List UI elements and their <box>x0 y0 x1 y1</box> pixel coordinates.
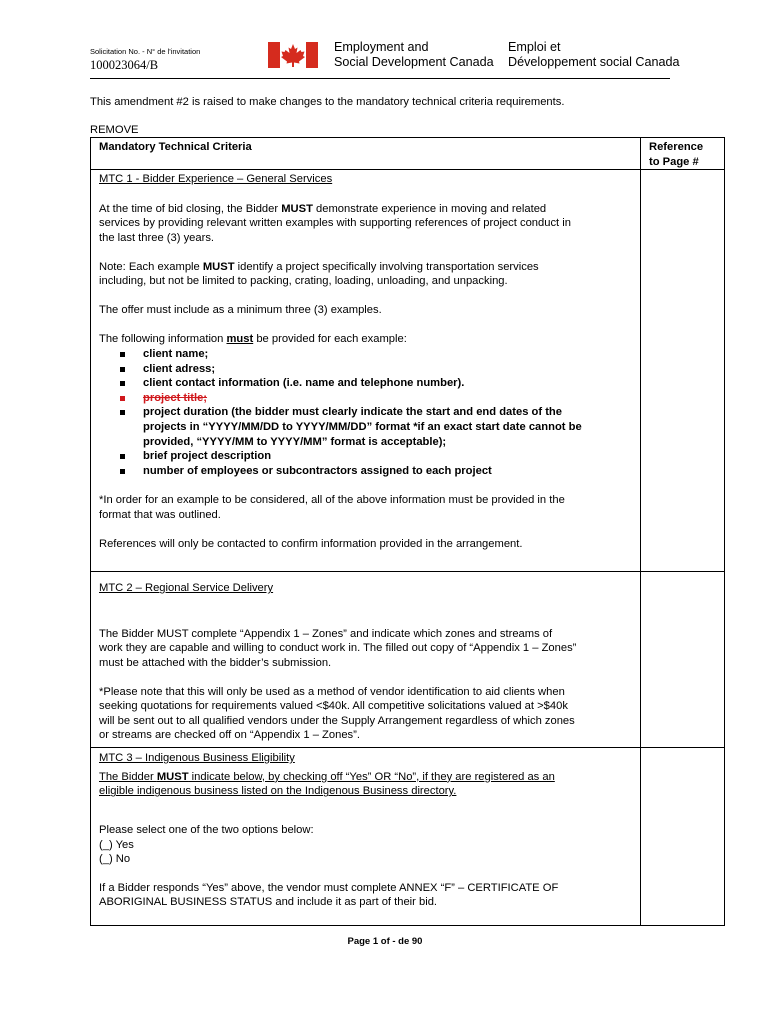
mtc1-cell <box>91 170 641 572</box>
header-divider <box>90 78 670 79</box>
bullet-icon <box>120 454 125 459</box>
mtc2-p2-line4: or streams are checked off on “Appendix 1 – Zones”. <box>99 729 360 742</box>
mtc1-p1-must: MUST <box>281 202 313 215</box>
mtc2-p2-line2: seeking quotations for requirements valued <$40k. All competitive solicitations valued at >$40k <box>99 700 568 713</box>
mtc1-p2-must: MUST <box>202 260 235 273</box>
canada-flag-icon <box>268 42 318 68</box>
mtc1-p5-line2: format that was outlined. <box>99 508 221 521</box>
table-row-mtc3 <box>91 748 725 926</box>
criteria-table <box>90 137 725 926</box>
bullet-icon <box>120 396 125 401</box>
mtc1-p2-post: identify a project specifically involving transportation services <box>234 260 539 273</box>
org-fr-line2: Développement social Canada <box>508 55 680 70</box>
reference-column-header <box>641 138 724 169</box>
mtc1-reference-cell[interactable] <box>641 170 725 572</box>
mtc2-paragraph-2 <box>99 685 632 743</box>
bullet-text: client name; <box>143 347 209 360</box>
mtc1-p1-line3: the last three (3) years. <box>99 231 215 244</box>
mtc1-paragraph-1 <box>99 202 632 246</box>
mtc1-p5-line1: *In order for an example to be considered, all of the above information must be provided in the <box>99 494 565 507</box>
org-en-line2: Social Development Canada <box>334 55 494 70</box>
mtc1-p4-must: must <box>226 333 254 346</box>
bullet-text-line2: projects in “YYYY/MM/DD to YYYY/MM/DD” format *if an exact start date cannot be <box>143 420 582 433</box>
remove-label: REMOVE <box>90 124 139 136</box>
mtc3-p3-line1: If a Bidder responds “Yes” above, the vendor must complete ANNEX “F” – CERTIFICATE OF <box>99 881 559 894</box>
org-name-english <box>334 40 494 71</box>
mtc3-p1-line2: eligible indigenous business listed on the Indigenous Business directory. <box>99 785 457 798</box>
mtc2-p1-line2: work they are capable and willing to conduct work in. The filled out copy of “Appendix 1 – Zones” <box>99 642 577 655</box>
bullet-text: client contact information (i.e. name and telephone number). <box>143 377 465 390</box>
mtc1-p4-pre: The following information <box>99 333 227 346</box>
list-item <box>99 464 632 479</box>
reference-header-line2: to Page # <box>649 155 699 168</box>
bullet-text: brief project description <box>143 450 272 463</box>
bullet-text: client adress; <box>143 362 216 375</box>
mtc3-paragraph-3 <box>99 881 632 910</box>
option-yes[interactable]: (_) Yes <box>99 838 134 851</box>
reference-header-cell <box>641 138 725 170</box>
mtc3-cell <box>91 748 641 926</box>
bullet-text-line3: provided, “YYYY/MM to YYYY/MM” format is acceptable); <box>143 435 447 448</box>
flag-left-band <box>268 42 280 68</box>
table-row-mtc1 <box>91 170 725 572</box>
bullet-icon <box>120 381 125 386</box>
org-fr-line1: Emploi et <box>508 40 561 54</box>
table-row-mtc2 <box>91 572 725 748</box>
bullet-icon <box>120 367 125 372</box>
bullet-icon <box>120 352 125 357</box>
mtc1-bullet-list <box>99 347 632 478</box>
mtc2-p2-line3: will be sent out to all qualified vendors under the Supply Arrangement regardless of which zones <box>99 714 575 727</box>
mtc2-p1-line1: The Bidder MUST complete “Appendix 1 – Zones” and indicate which zones and streams of <box>99 627 553 640</box>
mtc1-p2-pre: Note: Each example <box>99 260 203 273</box>
list-item <box>99 376 632 391</box>
list-item <box>99 362 632 377</box>
mtc3-p1-must: MUST <box>156 770 189 783</box>
solicitation-number: 100023064/B <box>90 58 159 72</box>
bullet-text: project duration (the bidder must clearly indicate the start and end dates of the <box>143 406 562 419</box>
mtc3-reference-cell[interactable] <box>641 748 725 926</box>
mtc3-p1-post: indicate below, by checking off “Yes” OR “No”, if they are registered as an <box>188 770 555 783</box>
mtc1-title: MTC 1 - Bidder Experience – General Services <box>99 173 333 186</box>
bullet-icon <box>120 469 125 474</box>
solicitation-label: Solicitation No. - N° de l'invitation <box>90 47 201 56</box>
option-no[interactable]: (_) No <box>99 853 131 866</box>
mtc2-reference-cell[interactable] <box>641 572 725 748</box>
mtc1-paragraph-3: The offer must include as a minimum three (3) examples. <box>99 303 382 316</box>
list-item <box>99 449 632 464</box>
mtc1-paragraph-4 <box>99 332 632 347</box>
mtc3-paragraph-1 <box>99 770 632 799</box>
mtc1-p2-line2: including, but not be limited to packing, crating, loading, unloading, and unpacking. <box>99 275 508 288</box>
mtc1-paragraph-2 <box>99 260 632 289</box>
table-header-row <box>91 138 725 170</box>
page-number-footer: Page 1 of - de 90 <box>347 936 423 947</box>
reference-header-line1: Reference <box>649 141 704 153</box>
mtc2-p2-line1: *Please note that this will only be used as a method of vendor identification to aid clients when <box>99 685 565 698</box>
mtc2-title: MTC 2 – Regional Service Delivery <box>99 582 274 595</box>
list-item <box>99 405 632 449</box>
mtc2-paragraph-1 <box>99 627 632 671</box>
mtc1-p1-post: demonstrate experience in moving and related <box>312 202 547 215</box>
flag-right-band <box>306 42 318 68</box>
mtc1-paragraph-6: References will only be contacted to confirm information provided in the arrangement. <box>99 538 523 551</box>
bullet-icon <box>120 410 125 415</box>
mtc1-p4-post: be provided for each example: <box>253 333 407 346</box>
list-item-struck <box>99 391 632 406</box>
maple-leaf-icon <box>281 44 305 67</box>
bullet-text: number of employees or subcontractors assigned to each project <box>143 464 492 477</box>
mtc1-p1-line2: services by providing relevant written examples with supporting references of project conduct in <box>99 217 571 230</box>
mtc1-p1-pre: At the time of bid closing, the Bidder <box>99 202 282 215</box>
list-item <box>99 347 632 362</box>
mtc2-cell <box>91 572 641 748</box>
mtc2-p1-line3: must be attached with the bidder’s submission. <box>99 656 332 669</box>
mtc3-p3-line2: ABORIGINAL BUSINESS STATUS and include it as part of their bid. <box>99 896 438 909</box>
criteria-column-header: Mandatory Technical Criteria <box>99 141 252 153</box>
bullet-text-struck: project title; <box>143 391 208 404</box>
org-en-line1: Employment and <box>334 40 429 54</box>
mtc3-p1-pre: The Bidder <box>99 770 157 783</box>
mtc3-paragraph-2: Please select one of the two options below: <box>99 823 314 836</box>
org-name-french <box>508 40 680 71</box>
amendment-intro: This amendment #2 is raised to make changes to the mandatory technical criteria requirements. <box>90 96 565 108</box>
criteria-header-cell <box>91 138 641 170</box>
mtc3-title: MTC 3 – Indigenous Business Eligibility <box>99 752 295 765</box>
mtc1-paragraph-5 <box>99 493 632 522</box>
